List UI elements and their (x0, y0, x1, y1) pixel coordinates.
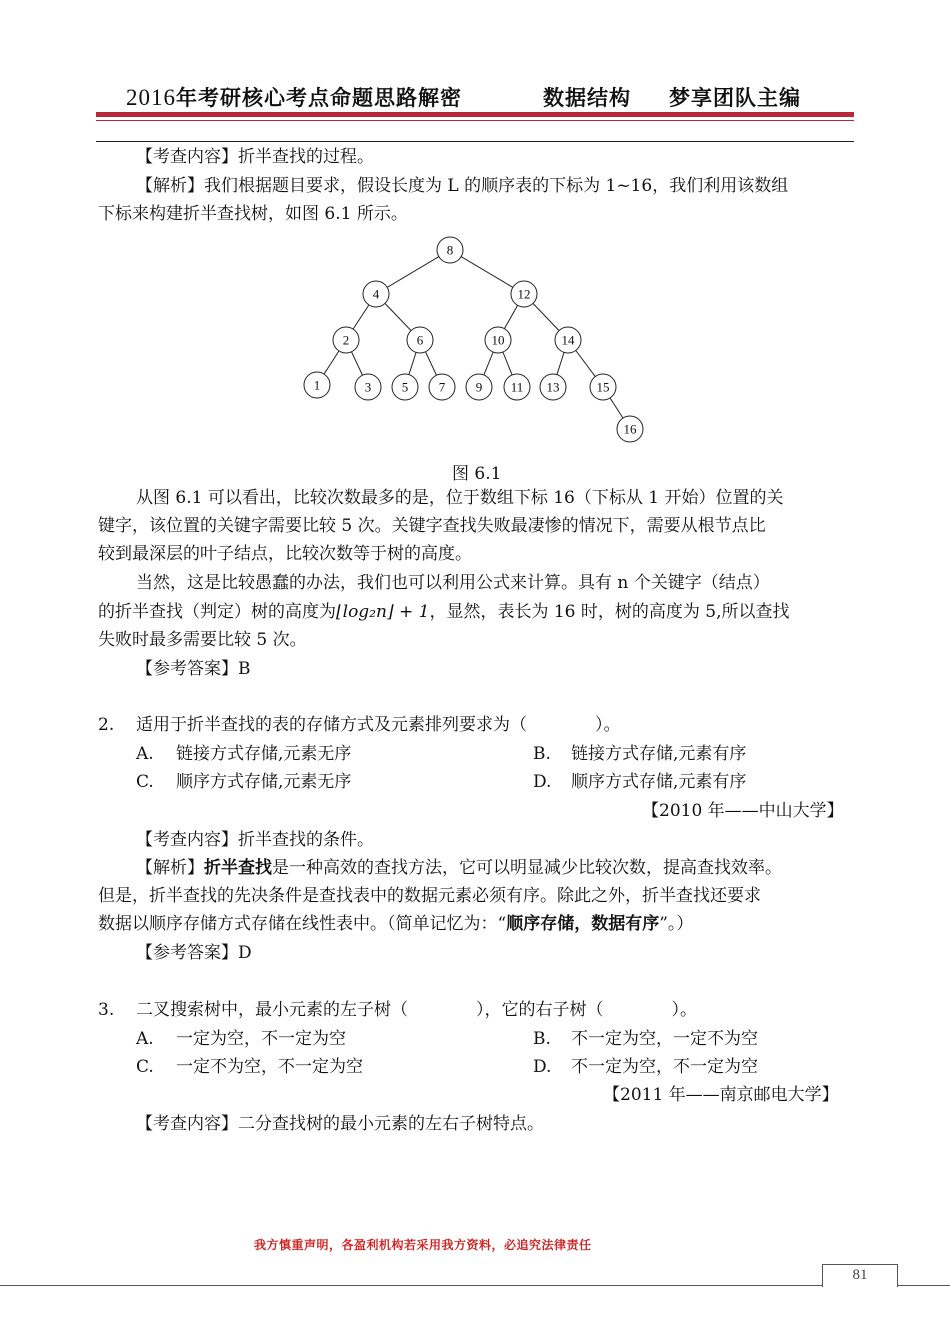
svg-text:6: 6 (416, 332, 424, 348)
q3-number: 3. (98, 1000, 115, 1020)
q3-content: 【考查内容】二分查找树的最小元素的左右子树特点。 (136, 1114, 544, 1134)
q1-para2-line-2: 键字，该位置的关键字需要比较 5 次。关键字查找失败最凄惨的情况下，需要从根节点比 (98, 516, 766, 536)
q3-stem: 二叉搜索树中，最小元素的左子树（ ），它的右子树（ ）。 (136, 1000, 697, 1020)
q1-analysis-line-1: 【解析】我们根据题目要求，假设长度为 L 的顺序表的下标为 1~16，我们利用该数组 (136, 176, 789, 196)
tree-node-1 (304, 372, 330, 398)
page-number-box (822, 1264, 898, 1287)
figure-caption: 图 6.1 (452, 464, 502, 484)
q2-option-b-label: B. (533, 744, 551, 764)
q2-option-d-label: D. (533, 772, 552, 792)
tree-node-14 (555, 327, 581, 353)
book-title: 2016年考研核心考点命题思路解密 (126, 85, 462, 110)
q1-para3-line-1: 当然，这是比较愚蠢的办法，我们也可以利用公式来计算。具有 n 个关键字（结点） (136, 573, 770, 593)
q2-analysis-line-1: 【解析】折半查找是一种高效的查找方法，它可以明显减少比较次数，提高查找效率。 (136, 858, 782, 878)
tree-edges (317, 250, 630, 429)
svg-text:4: 4 (372, 286, 380, 302)
svg-text:8: 8 (446, 242, 454, 258)
tree-node-4 (363, 281, 389, 307)
page-header (96, 78, 854, 112)
q3-option-d-text: 不一定为空，不一定为空 (571, 1057, 758, 1077)
svg-text:1: 1 (313, 377, 321, 393)
q3-option-d-label: D. (533, 1057, 552, 1077)
svg-text:3: 3 (364, 379, 372, 395)
svg-text:10: 10 (491, 332, 505, 348)
q3-option-c-text: 一定不为空，不一定为空 (176, 1057, 363, 1077)
q3-option-b-text: 不一定为空，一定不为空 (571, 1029, 758, 1049)
tree-node-16 (617, 416, 643, 442)
height-formula: ⌊log₂n⌋ + 1 (336, 602, 430, 622)
tree-node-12 (511, 281, 537, 307)
book-team: 梦享团队主编 (669, 86, 801, 110)
tree-node-5 (392, 374, 418, 400)
q2-option-a-text: 链接方式存储,元素无序 (176, 744, 352, 764)
header-rule-thin (96, 120, 854, 121)
q3-option-a-text: 一定为空，不一定为空 (176, 1029, 346, 1049)
footer-rule (0, 1285, 950, 1286)
svg-text:13: 13 (546, 379, 560, 395)
tree-node-11 (504, 374, 530, 400)
book-subject: 数据结构 (543, 86, 631, 110)
q2-option-c-label: C. (136, 772, 154, 792)
page-number: 81 (852, 1267, 868, 1283)
q2-option-b-text: 链接方式存储,元素有序 (571, 744, 747, 764)
q2-answer: 【参考答案】D (136, 943, 252, 963)
q1-para3-line-3: 失败时最多需要比较 5 次。 (98, 630, 307, 650)
q1-para2-line-3: 较到最深层的叶子结点，比较次数等于树的高度。 (98, 544, 472, 564)
svg-text:5: 5 (401, 379, 409, 395)
tree-node-9 (466, 374, 492, 400)
tree-node-7 (429, 374, 455, 400)
q1-para2-line-1: 从图 6.1 可以看出，比较次数最多的是，位于数组下标 16（下标从 1 开始）位置的关 (136, 488, 784, 508)
q2-option-d-text: 顺序方式存储,元素有序 (571, 772, 747, 792)
svg-text:15: 15 (596, 379, 610, 395)
q1-analysis-line-2: 下标来构建折半查找树，如图 6.1 所示。 (98, 204, 408, 224)
q3-source: 【2011 年——南京邮电大学】 (603, 1085, 839, 1105)
svg-text:16: 16 (623, 421, 637, 437)
q3-option-a-label: A. (136, 1029, 154, 1049)
q1-para3-line-2: 的折半查找（判定）树的高度为⌊log₂n⌋ + 1，显然，表长为 16 时，树的高度为 5,所以查找 (98, 602, 790, 622)
svg-text:11: 11 (510, 379, 524, 395)
q2-analysis-line-3: 数据以顺序存储方式存储在线性表中。（简单记忆为：“顺序存储，数据有序”。） (98, 914, 694, 934)
svg-text:7: 7 (438, 379, 446, 395)
header-rule-thick (96, 112, 854, 117)
svg-text:2: 2 (342, 332, 350, 348)
tree-node-6 (407, 327, 433, 353)
q2-number: 2. (98, 715, 115, 735)
tree-node-8 (437, 237, 463, 263)
svg-text:12: 12 (517, 286, 531, 302)
q2-option-a-label: A. (136, 744, 154, 764)
q2-content: 【考查内容】折半查找的条件。 (136, 830, 374, 850)
q3-option-b-label: B. (533, 1029, 551, 1049)
q1-content: 【考查内容】折半查找的过程。 (136, 147, 374, 167)
tree-node-3 (355, 374, 381, 400)
q3-option-c-label: C. (136, 1057, 154, 1077)
svg-text:14: 14 (561, 332, 575, 348)
q2-option-c-text: 顺序方式存储,元素无序 (176, 772, 352, 792)
q2-stem: 适用于折半查找的表的存储方式及元素排列要求为（ ）。 (136, 715, 621, 735)
tree-node-2 (333, 327, 359, 353)
tree-node-10 (485, 327, 511, 353)
binary-search-tree-figure (300, 232, 660, 452)
header-rule-black (96, 141, 854, 142)
q2-source: 【2010 年——中山大学】 (642, 801, 844, 821)
copyright-notice: 我方慎重声明，各盈利机构若采用我方资料，必追究法律责任 (254, 1238, 592, 1252)
tree-node-15 (590, 374, 616, 400)
svg-text:9: 9 (475, 379, 483, 395)
q1-answer: 【参考答案】B (136, 659, 251, 679)
tree-node-13 (540, 374, 566, 400)
q2-analysis-line-2: 但是，折半查找的先决条件是查找表中的数据元素必须有序。除此之外，折半查找还要求 (98, 886, 761, 906)
